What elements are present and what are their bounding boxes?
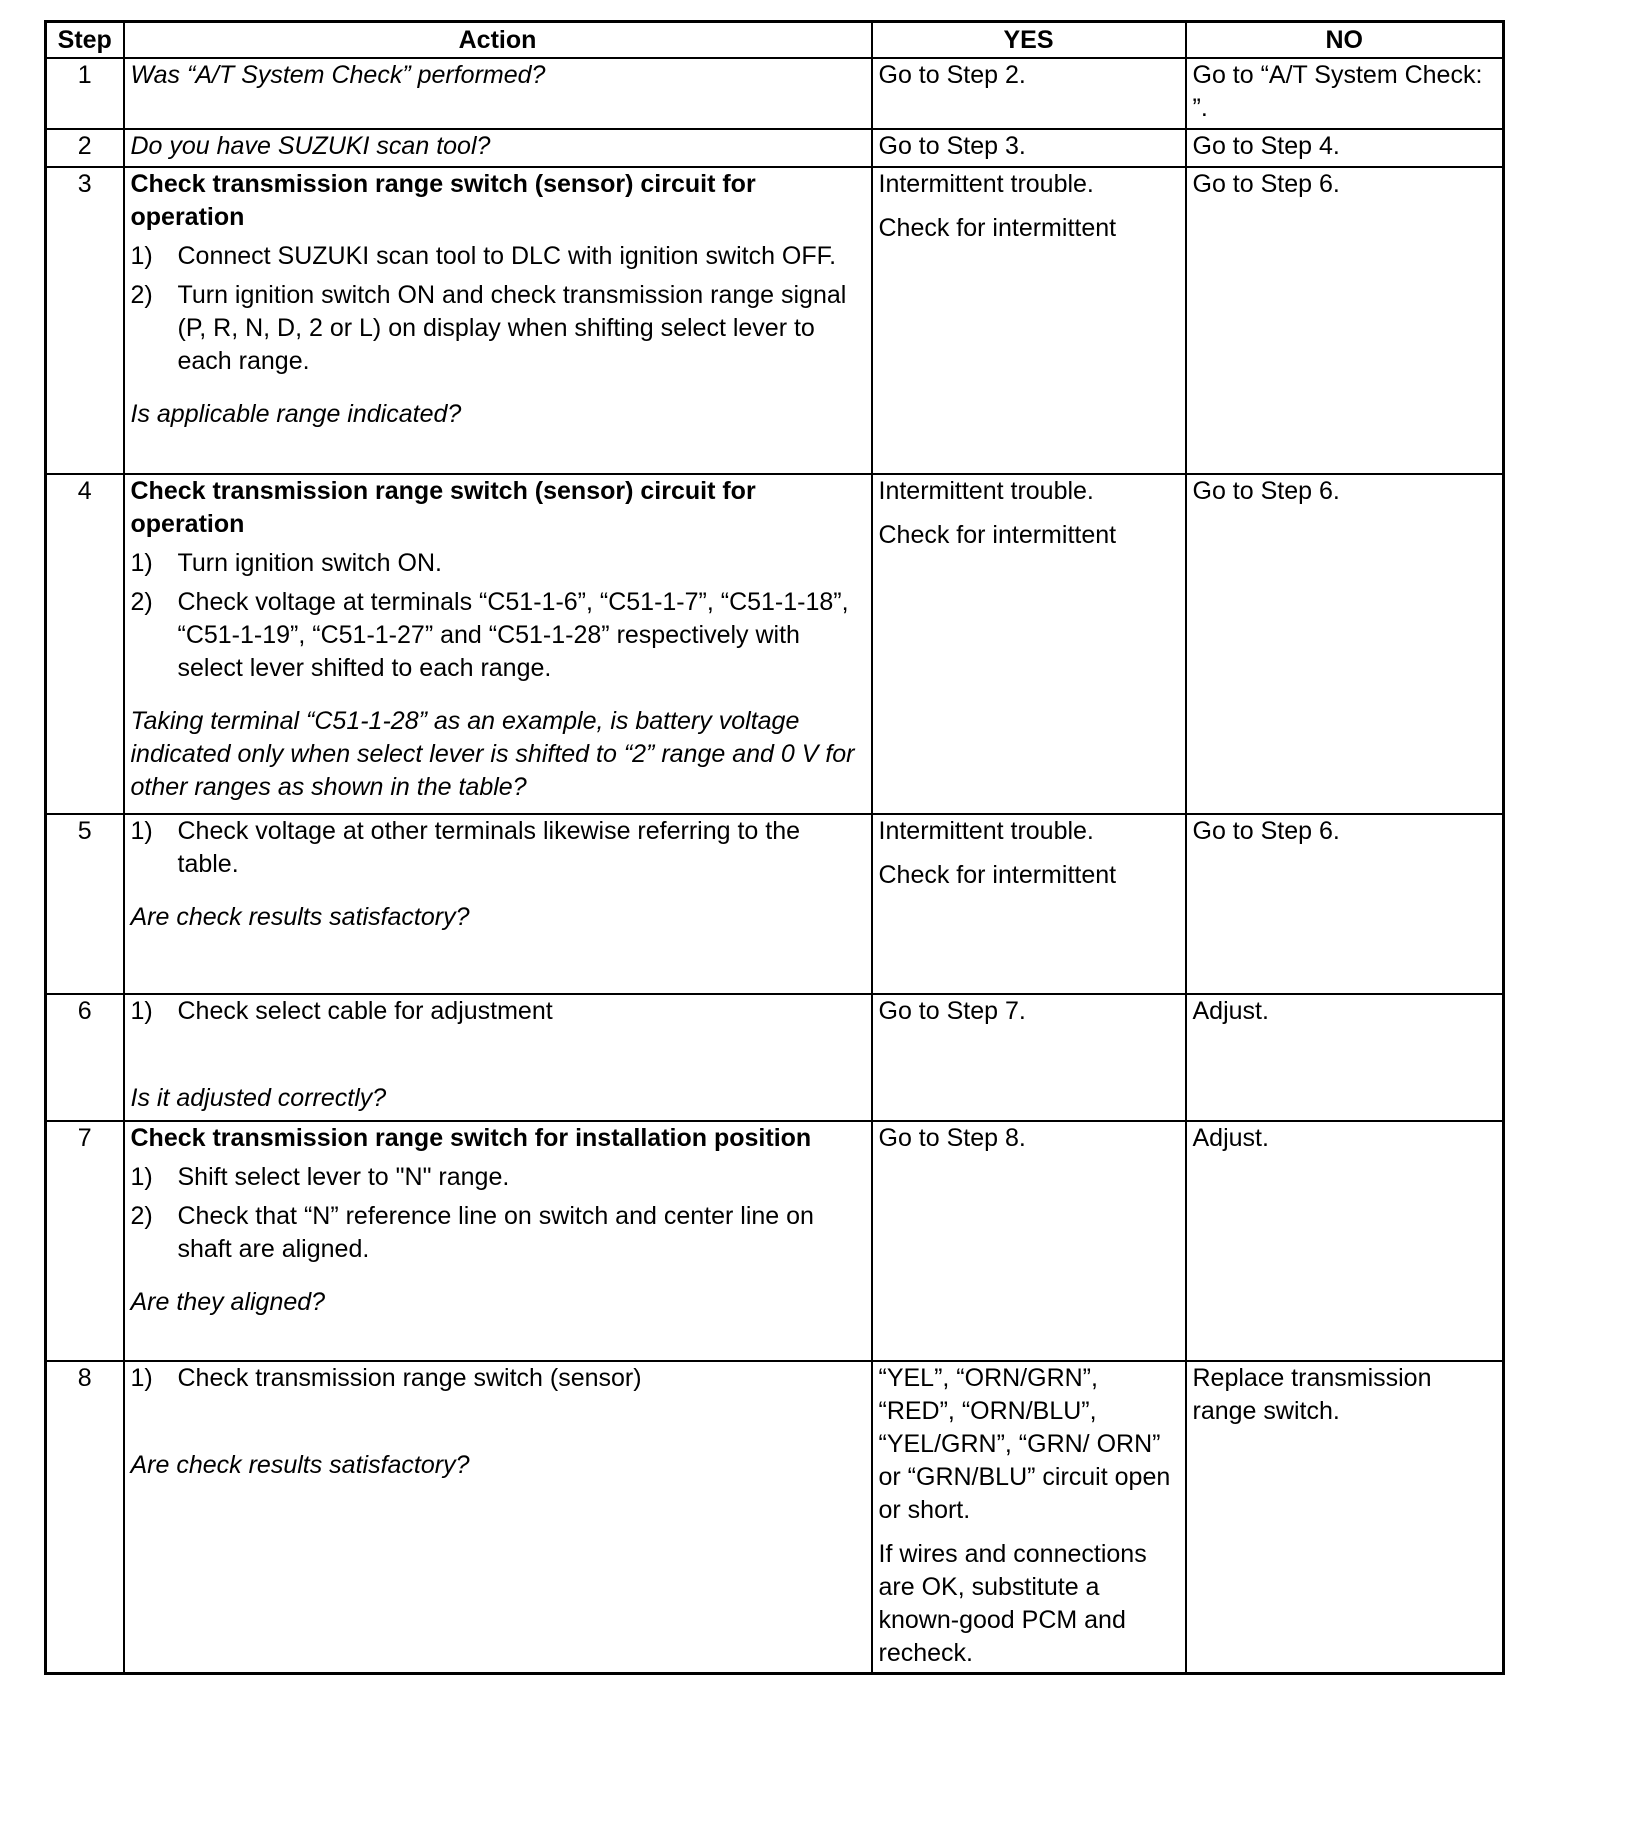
table-row <box>46 167 1504 474</box>
header-action: Action <box>124 22 872 59</box>
step-heading: Check transmission range switch (sensor) circuit for operation <box>130 170 756 231</box>
yes-text: Go to Step 8. <box>878 1124 1026 1152</box>
step-number: 1 <box>46 58 124 129</box>
action-cell <box>124 474 872 814</box>
yes-cell <box>872 1121 1186 1361</box>
item-text: Check that “N” reference line on switch and center line on shaft are aligned. <box>177 1202 814 1263</box>
no-text: Go to Step 4. <box>1192 132 1340 160</box>
yes-cell <box>872 814 1186 994</box>
no-cell <box>1186 814 1504 994</box>
no-text: Go to “A/T System Check: ”. <box>1192 61 1483 122</box>
yes-text: If wires and connections are OK, substitute a known-good PCM and recheck. <box>878 1540 1147 1667</box>
list-item <box>131 995 865 1028</box>
yes-text: Intermittent trouble. <box>878 477 1094 505</box>
yes-text: “YEL”, “ORN/GRN”, “RED”, “ORN/BLU”, “YEL/GRN”, “GRN/ ORN” or “GRN/BLU” circuit open or short. <box>878 1364 1171 1524</box>
item-number: 2) <box>130 281 153 309</box>
item-number: 2) <box>130 1202 153 1230</box>
table-row <box>46 994 1504 1121</box>
header-step: Step <box>46 22 124 59</box>
question-text: Are check results satisfactory? <box>130 903 470 931</box>
table-row <box>46 1361 1504 1673</box>
item-number: 2) <box>130 588 153 616</box>
item-number: 1) <box>130 817 153 845</box>
header-row <box>46 22 1504 59</box>
item-number: 1) <box>130 242 153 270</box>
question-text: Is it adjusted correctly? <box>130 1084 387 1112</box>
yes-cell <box>872 58 1186 129</box>
yes-text: Intermittent trouble. <box>878 817 1094 845</box>
yes-text: Go to Step 3. <box>878 132 1026 160</box>
step-number: 5 <box>46 814 124 994</box>
action-cell <box>124 1361 872 1673</box>
yes-cell <box>872 474 1186 814</box>
no-cell <box>1186 129 1504 167</box>
item-number: 1) <box>130 549 153 577</box>
question-text: Taking terminal “C51-1-28” as an example, is battery voltage indicated only when select lever is shifted to “2” range and 0 V for other ranges as shown in the table? <box>130 707 855 801</box>
no-text: Go to Step 6. <box>1192 817 1340 845</box>
question-text: Are check results satisfactory? <box>130 1451 470 1479</box>
action-cell <box>124 167 872 474</box>
yes-cell <box>872 1361 1186 1673</box>
list-item <box>131 1200 865 1266</box>
table-row <box>46 474 1504 814</box>
no-cell <box>1186 167 1504 474</box>
step-heading: Check transmission range switch (sensor) circuit for operation <box>130 477 756 538</box>
item-text: Connect SUZUKI scan tool to DLC with ignition switch OFF. <box>177 242 837 270</box>
yes-text: Check for intermittent <box>878 521 1117 549</box>
step-number: 3 <box>46 167 124 474</box>
item-number: 1) <box>130 1163 153 1191</box>
no-text: Replace transmission range switch. <box>1192 1364 1432 1425</box>
item-text: Check voltage at other terminals likewise referring to the table. <box>177 817 801 878</box>
no-cell <box>1186 474 1504 814</box>
action-cell <box>124 994 872 1121</box>
no-cell <box>1186 1361 1504 1673</box>
yes-cell <box>872 167 1186 474</box>
no-text: Go to Step 6. <box>1192 477 1340 505</box>
table-row <box>46 814 1504 994</box>
no-text: Adjust. <box>1192 997 1269 1025</box>
yes-text: Go to Step 7. <box>878 997 1026 1025</box>
list-item <box>131 1362 865 1395</box>
action-cell <box>124 814 872 994</box>
yes-text: Intermittent trouble. <box>878 170 1094 198</box>
item-number: 1) <box>130 1364 153 1392</box>
diagnostic-table <box>44 20 1505 1675</box>
header-no: NO <box>1186 22 1504 59</box>
step-number: 8 <box>46 1361 124 1673</box>
item-text: Check voltage at terminals “C51-1-6”, “C51-1-7”, “C51-1-18”, “C51-1-19”, “C51-1-27” and “C51-1-28” respectively with select lever shifted to each range. <box>177 588 849 682</box>
table-row <box>46 1121 1504 1361</box>
step-number: 4 <box>46 474 124 814</box>
action-cell <box>124 1121 872 1361</box>
item-text: Check select cable for adjustment <box>177 997 553 1025</box>
yes-text: Go to Step 2. <box>878 61 1026 89</box>
yes-cell <box>872 129 1186 167</box>
step-number: 6 <box>46 994 124 1121</box>
yes-text: Check for intermittent <box>878 861 1117 889</box>
item-text: Check transmission range switch (sensor) <box>177 1364 642 1392</box>
no-text: Go to Step 6. <box>1192 170 1340 198</box>
list-item <box>131 240 865 273</box>
item-text: Turn ignition switch ON. <box>177 549 442 577</box>
yes-text: Check for intermittent <box>878 214 1117 242</box>
action-cell <box>124 129 872 167</box>
item-text: Turn ignition switch ON and check transmission range signal (P, R, N, D, 2 or L) on display when shifting select lever to each range. <box>177 281 847 375</box>
list-item <box>131 1161 865 1194</box>
header-yes: YES <box>872 22 1186 59</box>
question-text: Are they aligned? <box>130 1288 326 1316</box>
no-cell <box>1186 1121 1504 1361</box>
yes-cell <box>872 994 1186 1121</box>
table-row <box>46 58 1504 129</box>
list-item <box>131 279 865 378</box>
list-item <box>131 586 865 685</box>
step-number: 2 <box>46 129 124 167</box>
no-cell <box>1186 58 1504 129</box>
action-cell <box>124 58 872 129</box>
list-item <box>131 815 865 881</box>
question-text: Do you have SUZUKI scan tool? <box>130 132 491 160</box>
no-text: Adjust. <box>1192 1124 1269 1152</box>
question-text: Is applicable range indicated? <box>130 400 462 428</box>
step-heading: Check transmission range switch for installation position <box>130 1124 812 1152</box>
step-number: 7 <box>46 1121 124 1361</box>
item-text: Shift select lever to "N" range. <box>177 1163 510 1191</box>
item-number: 1) <box>130 997 153 1025</box>
no-cell <box>1186 994 1504 1121</box>
table-row <box>46 129 1504 167</box>
list-item <box>131 547 865 580</box>
question-text: Was “A/T System Check” performed? <box>130 61 546 89</box>
